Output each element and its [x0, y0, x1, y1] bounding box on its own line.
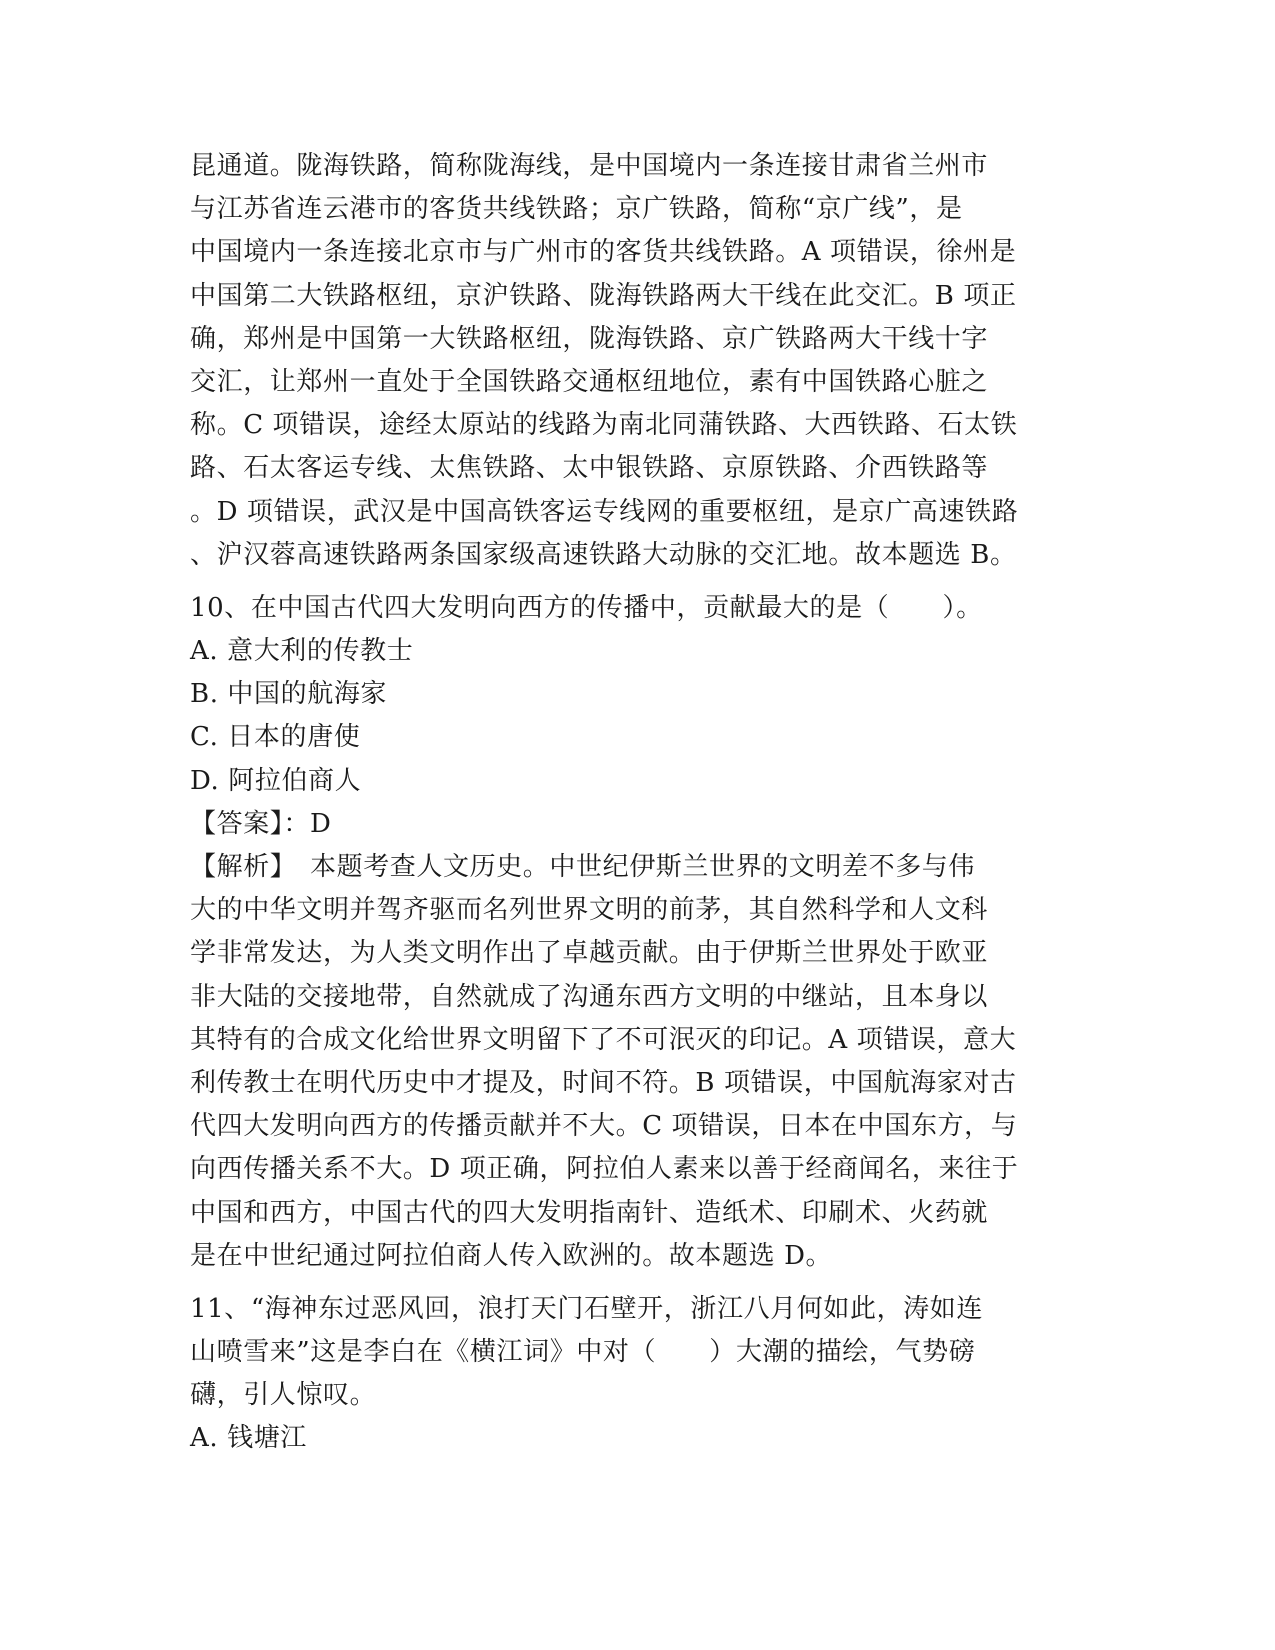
question-text: 山喷雪来”这是李白在《横江词》中对（ ）大潮的描绘，气势磅 [190, 1337, 976, 1368]
paragraph-line: 中国第二大铁路枢纽，京沪铁路、陇海铁路两大干线在此交汇。B 项正 [190, 280, 1017, 311]
option-a: A. 意大利的传教士 [190, 636, 414, 667]
analysis-line: 利传教士在明代历史中才提及，时间不符。B 项错误，中国航海家对古 [190, 1067, 1017, 1098]
analysis [190, 846, 1090, 1278]
paragraph-line: 、沪汉蓉高速铁路两条国家级高速铁路大动脉的交汇地。故本题选 B。 [190, 539, 1017, 570]
analysis-line: 是在中世纪通过阿拉伯商人传入欧洲的。故本题选 D。 [190, 1240, 833, 1271]
analysis-line: 非大陆的交接地带，自然就成了沟通东西方文明的中继站，且本身以 [190, 981, 989, 1012]
analysis-line: 【解析】 本题考查人文历史。中世纪伊斯兰世界的文明差不多与伟 [190, 852, 976, 882]
answer-line: 【答案】：D [190, 808, 332, 839]
question-text: 礴，引人惊叹。 [190, 1380, 377, 1411]
question-10 [190, 587, 1090, 1278]
question-text: 10、在中国古代四大发明向西方的传播中，贡献最大的是（ ）。 [190, 592, 983, 623]
paragraph-line: 确，郑州是中国第一大铁路枢纽，陇海铁路、京广铁路两大干线十字 [190, 323, 989, 354]
paragraph-line: 中国境内一条连接北京市与广州市的客货共线铁路。A 项错误，徐州是 [190, 237, 1017, 268]
question-11 [190, 1288, 1090, 1461]
paragraph-line: 交汇，让郑州一直处于全国铁路交通枢纽地位，素有中国铁路心脏之 [190, 366, 989, 397]
analysis-line: 代四大发明向西方的传播贡献并不大。C 项错误，日本在中国东方，与 [190, 1111, 1018, 1142]
option-d: D. 阿拉伯商人 [190, 765, 362, 796]
option-b: B. 中国的航海家 [190, 679, 388, 710]
analysis-line: 中国和西方，中国古代的四大发明指南针、造纸术、印刷术、火药就 [190, 1197, 989, 1228]
option-c: C. 日本的唐使 [190, 722, 361, 753]
paragraph-line: 与江苏省连云港市的客货共线铁路；京广铁路，简称“京广线”，是 [190, 194, 963, 225]
analysis-line: 学非常发达，为人类文明作出了卓越贡献。由于伊斯兰世界处于欧亚 [190, 938, 989, 969]
paragraph-line: 称。C 项错误，途经太原站的线路为南北同蒲铁路、大西铁路、石太铁 [190, 410, 1018, 441]
paragraph-line: 路、石太客运专线、太焦铁路、太中银铁路、京原铁路、介西铁路等 [190, 453, 989, 484]
analysis-line: 其特有的合成文化给世界文明留下了不可泯灭的印记。A 项错误，意大 [190, 1024, 1017, 1055]
document-page [190, 145, 1090, 1461]
analysis-line: 大的中华文明并驾齐驱而名列世界文明的前茅，其自然科学和人文科 [190, 895, 989, 926]
paragraph-line: 昆通道。陇海铁路，简称陇海线，是中国境内一条连接甘肃省兰州市 [190, 151, 989, 181]
question-text: 11、“海神东过恶风回，浪打天门石壁开，浙江八月何如此，涛如连 [190, 1293, 983, 1324]
paragraph-line: 。D 项错误，武汉是中国高铁客运专线网的重要枢纽，是京广高速铁路 [190, 496, 1019, 527]
previous-question-explanation [190, 145, 1090, 577]
option-a: A. 钱塘江 [190, 1423, 307, 1454]
analysis-line: 向西传播关系不大。D 项正确，阿拉伯人素来以善于经商闻名，来往于 [190, 1154, 1019, 1185]
